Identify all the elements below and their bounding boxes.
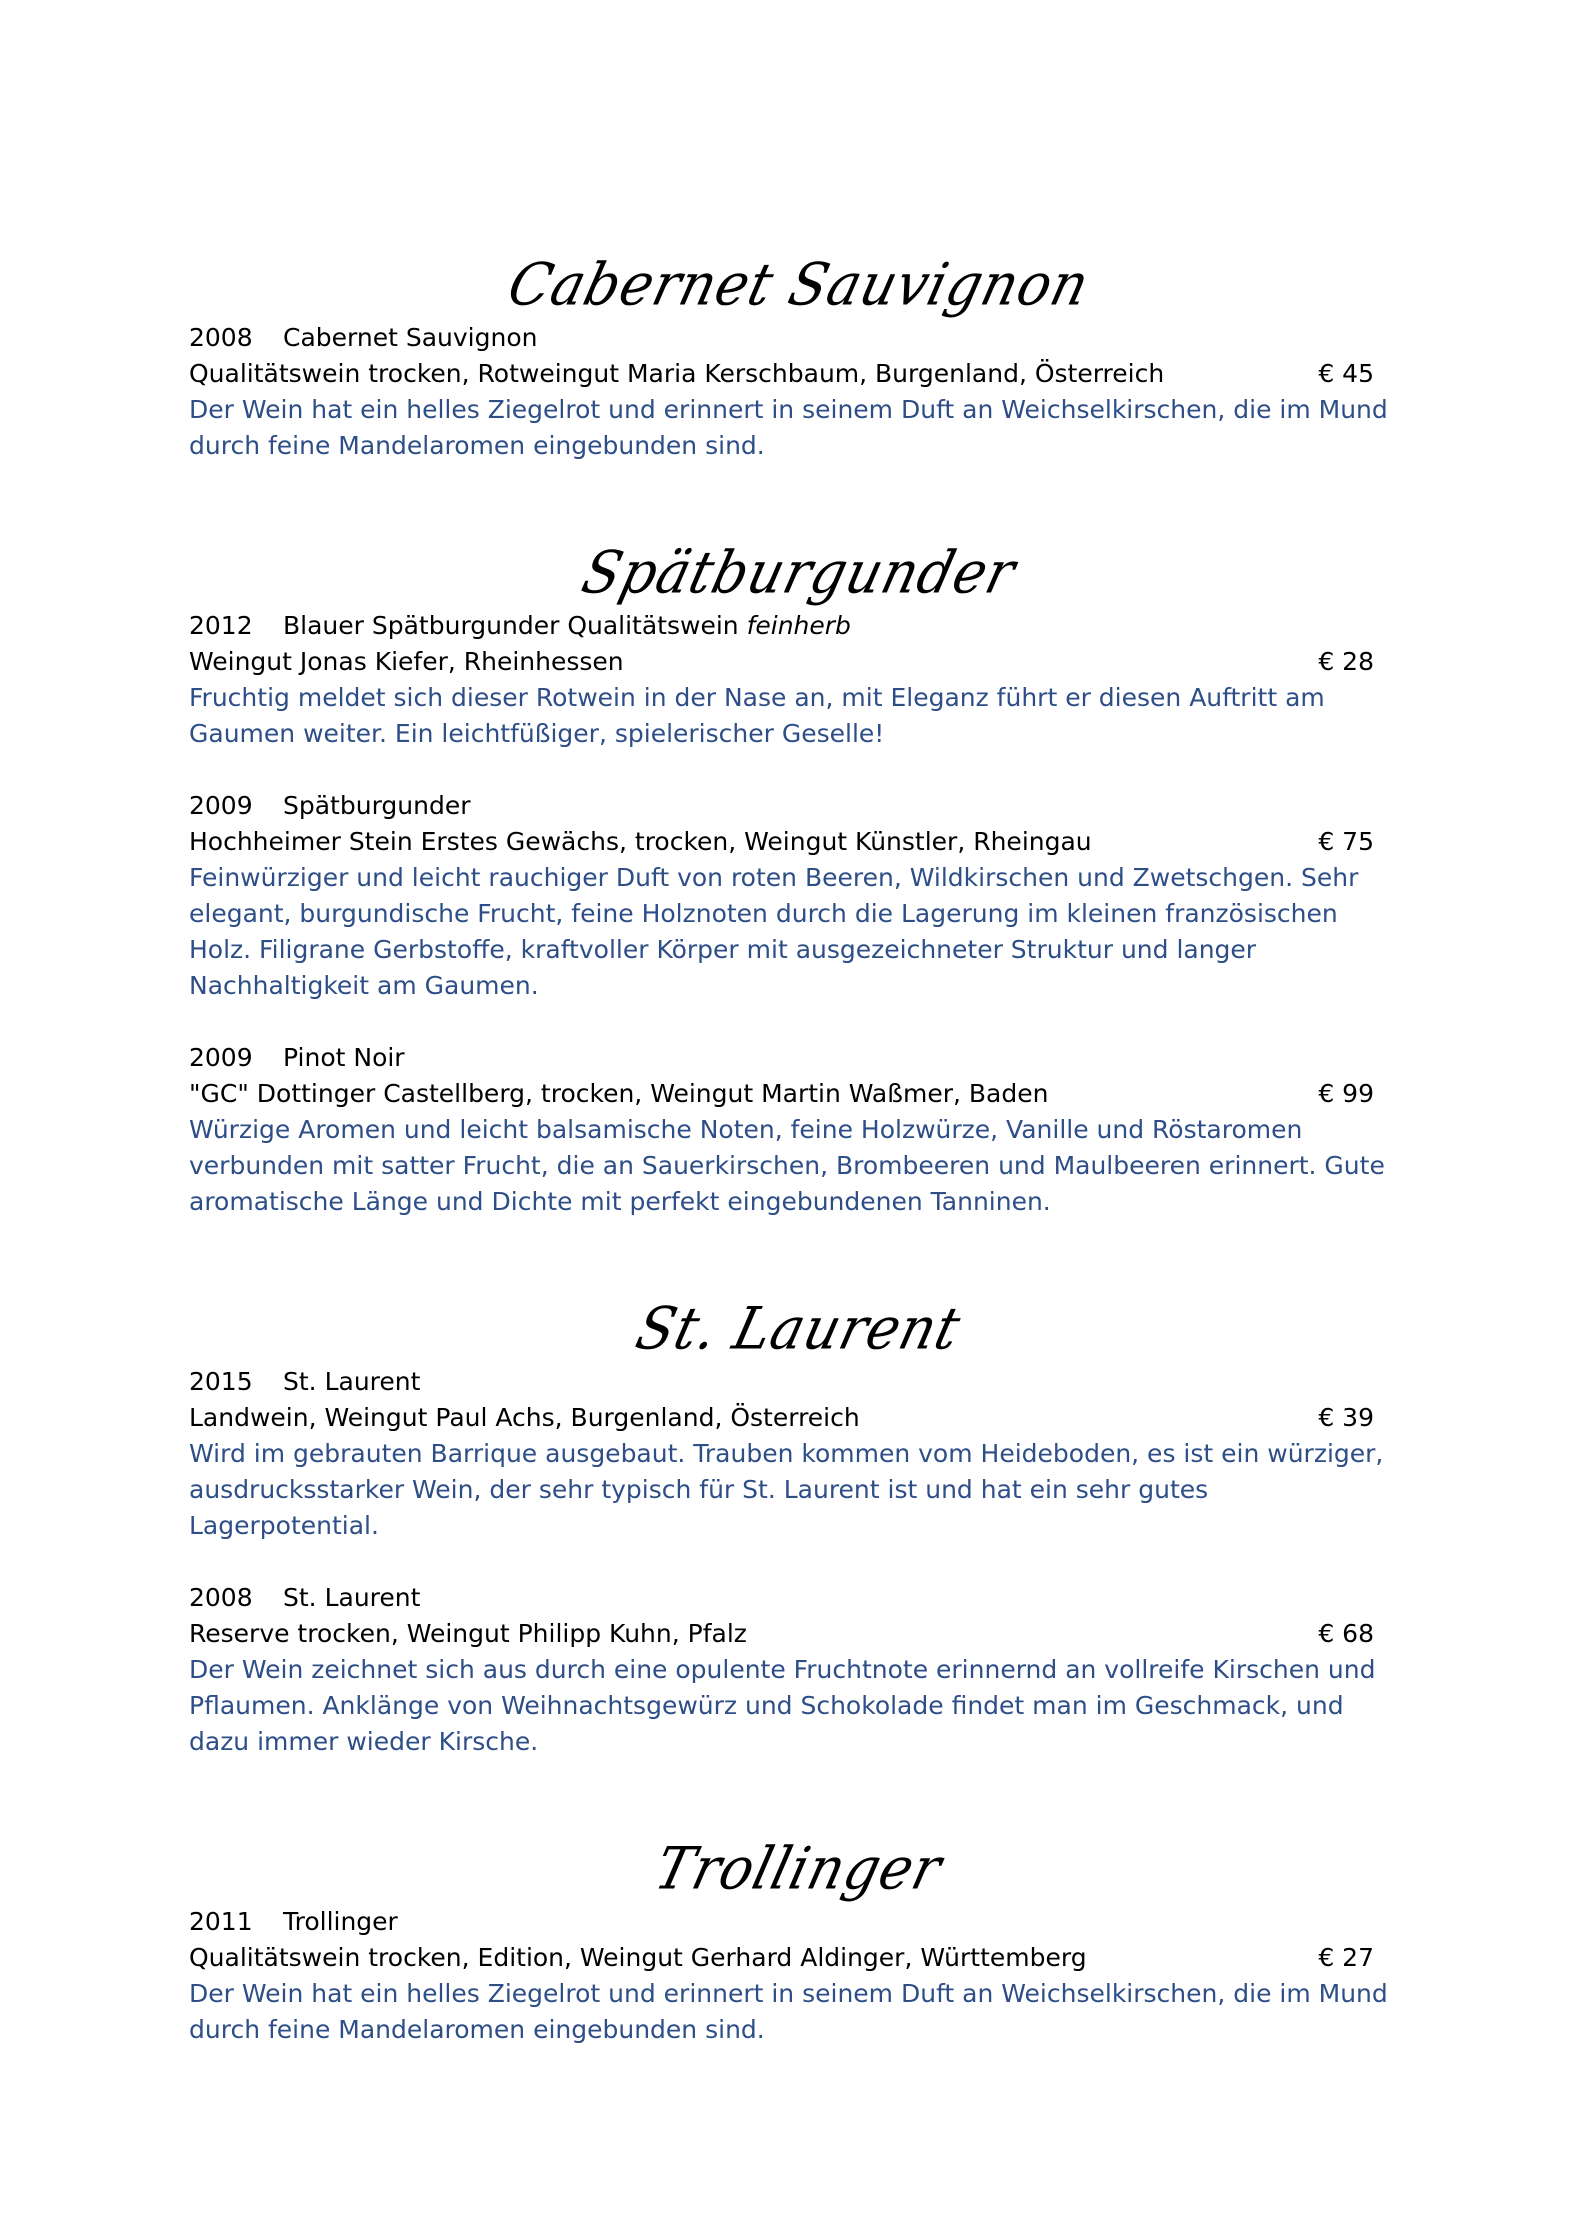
wine-title-line	[189, 320, 1409, 356]
wine-year: 2009	[189, 1043, 253, 1072]
section-heading	[189, 222, 1409, 320]
wine-detail-line	[189, 1076, 1374, 1112]
wine-name: Spätburgunder	[283, 791, 471, 820]
wine-description: Würzige Aromen und leicht balsamische Noten, feine Holzwürze, Vanille und Röstaromen verbunden mit satter Frucht, die an Sauerkirschen, Brombeeren und Maulbeeren erinnert. Gute aromatische Länge und Dichte mit perfekt eingebundenen Tanninen.	[189, 1115, 1385, 1216]
wine-detail-line	[189, 1940, 1374, 1976]
wine-entry	[189, 1580, 1409, 1760]
wine-name: St. Laurent	[283, 1367, 421, 1396]
wine-list	[189, 222, 1409, 2094]
wine-price: € 68	[1318, 1619, 1374, 1648]
section-heading	[189, 1806, 1409, 1904]
wine-name: Cabernet Sauvignon	[283, 323, 538, 352]
wine-details: Qualitätswein trocken, Rotweingut Maria Kerschbaum, Burgenland, Österreich	[189, 359, 1165, 388]
section-heading	[189, 510, 1409, 608]
section-heading-text: Cabernet Sauvignon	[501, 250, 1097, 319]
wine-name: Pinot Noir	[283, 1043, 405, 1072]
wine-year: 2009	[189, 791, 253, 820]
wine-details: Reserve trocken, Weingut Philipp Kuhn, Pfalz	[189, 1619, 747, 1648]
wine-year: 2015	[189, 1367, 253, 1396]
wine-details: Qualitätswein trocken, Edition, Weingut Gerhard Aldinger, Württemberg	[189, 1943, 1087, 1972]
wine-title-line	[189, 1904, 1409, 1940]
wine-price: € 28	[1318, 647, 1374, 676]
wine-section	[189, 1806, 1409, 2048]
wine-price: € 45	[1318, 359, 1374, 388]
wine-name: St. Laurent	[283, 1583, 421, 1612]
wine-section	[189, 222, 1409, 464]
wine-section	[189, 510, 1409, 1220]
wine-name-style: feinherb	[746, 611, 851, 640]
wine-description: Der Wein hat ein helles Ziegelrot und erinnert in seinem Duft an Weichselkirschen, die im Mund durch feine Mandelaromen eingebunden sind.	[189, 395, 1388, 460]
wine-price: € 27	[1318, 1943, 1374, 1972]
wine-price: € 39	[1318, 1403, 1374, 1432]
wine-description: Wird im gebrauten Barrique ausgebaut. Trauben kommen vom Heideboden, es ist ein würziger, ausdrucksstarker Wein, der sehr typisch für St. Laurent ist und hat ein sehr gutes Lagerpotential.	[189, 1439, 1384, 1540]
wine-entry	[189, 608, 1409, 752]
wine-title-line	[189, 1364, 1409, 1400]
wine-entry	[189, 1904, 1409, 2048]
wine-description: Feinwürziger und leicht rauchiger Duft von roten Beeren, Wildkirschen und Zwetschgen. Sehr elegant, burgundische Frucht, feine Holznoten durch die Lagerung im kleinen französischen Holz. Filigrane Gerbstoffe, kraftvoller Körper mit ausgezeichneter Struktur und langer Nachhaltigkeit am Gaumen.	[189, 863, 1359, 1000]
wine-section	[189, 1266, 1409, 1760]
wine-description: Der Wein hat ein helles Ziegelrot und erinnert in seinem Duft an Weichselkirschen, die im Mund durch feine Mandelaromen eingebunden sind.	[189, 1979, 1388, 2044]
section-heading-text: St. Laurent	[630, 1294, 969, 1363]
wine-price: € 75	[1318, 827, 1374, 856]
wine-name: Blauer Spätburgunder Qualitätswein	[283, 611, 739, 640]
wine-detail-line	[189, 644, 1374, 680]
wine-year: 2008	[189, 323, 253, 352]
wine-price: € 99	[1318, 1079, 1374, 1108]
section-heading-text: Spätburgunder	[575, 538, 1023, 607]
wine-title-line	[189, 608, 1409, 644]
wine-detail-line	[189, 824, 1374, 860]
wine-entry	[189, 1040, 1409, 1220]
wine-details: Weingut Jonas Kiefer, Rheinhessen	[189, 647, 624, 676]
wine-title-line	[189, 788, 1409, 824]
wine-detail-line	[189, 1400, 1374, 1436]
wine-title-line	[189, 1580, 1409, 1616]
section-heading	[189, 1266, 1409, 1364]
wine-details: Hochheimer Stein Erstes Gewächs, trocken, Weingut Künstler, Rheingau	[189, 827, 1092, 856]
wine-entry	[189, 788, 1409, 1004]
wine-year: 2012	[189, 611, 253, 640]
wine-year: 2011	[189, 1907, 253, 1936]
wine-detail-line	[189, 356, 1374, 392]
wine-details: Landwein, Weingut Paul Achs, Burgenland, Österreich	[189, 1403, 860, 1432]
wine-detail-line	[189, 1616, 1374, 1652]
wine-year: 2008	[189, 1583, 253, 1612]
section-heading-text: Trollinger	[649, 1834, 950, 1903]
wine-entry	[189, 1364, 1409, 1544]
wine-entry	[189, 320, 1409, 464]
wine-description: Der Wein zeichnet sich aus durch eine opulente Fruchtnote erinnernd an vollreife Kirschen und Pflaumen. Anklänge von Weihnachtsgewürz und Schokolade findet man im Geschmack, und dazu immer wieder Kirsche.	[189, 1655, 1376, 1756]
wine-description: Fruchtig meldet sich dieser Rotwein in der Nase an, mit Eleganz führt er diesen Auftritt am Gaumen weiter. Ein leichtfüßiger, spielerischer Geselle!	[189, 683, 1325, 748]
wine-title-line	[189, 1040, 1409, 1076]
wine-details: "GC" Dottinger Castellberg, trocken, Weingut Martin Waßmer, Baden	[189, 1079, 1049, 1108]
wine-name: Trollinger	[283, 1907, 398, 1936]
